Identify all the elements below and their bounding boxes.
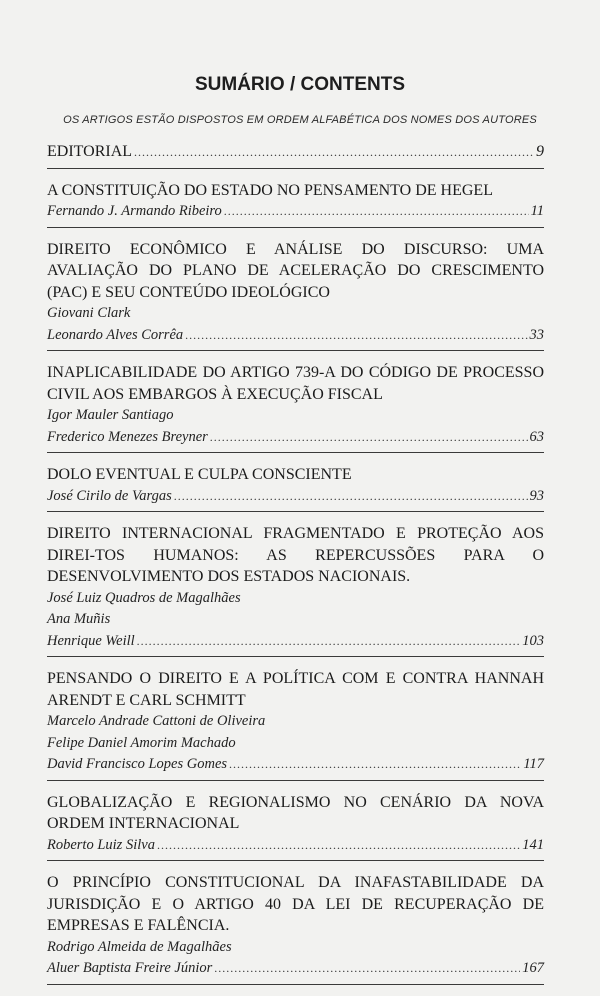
toc-entry[interactable]: [47, 668, 544, 781]
table-of-contents: [47, 141, 544, 996]
toc-author-line: [47, 631, 544, 653]
toc-entries: [47, 180, 544, 985]
toc-entry-title: A CONSTITUIÇÃO DO ESTADO NO PENSAMENTO DE HEGEL: [47, 181, 493, 199]
toc-author: Giovani Clark: [47, 305, 131, 321]
toc-entry[interactable]: [47, 180, 544, 228]
toc-entry-title: GLOBALIZAÇÃO E REGIONALISMO NO CENÁRIO DA NOVA ORDEM INTERNACIONAL: [47, 793, 544, 832]
toc-author: Ana Muñis: [47, 611, 111, 627]
leader-dots: [210, 427, 528, 449]
toc-author: José Luiz Quadros de Magalhães: [47, 589, 241, 606]
leader-dots: [229, 754, 521, 776]
toc-entry-title: EDITORIAL: [47, 143, 133, 160]
toc-author: Leonardo Alves Corrêa: [47, 326, 184, 343]
toc-entry[interactable]: [47, 239, 544, 352]
toc-entry[interactable]: [47, 362, 544, 453]
toc-author: Igor Mauler Santiago: [47, 407, 174, 423]
toc-page-number: 103: [522, 632, 544, 649]
toc-entry[interactable]: [47, 872, 544, 985]
toc-author: David Francisco Lopes Gomes: [47, 756, 228, 772]
toc-author-line: [47, 427, 544, 449]
leader-dots: [224, 201, 529, 223]
leader-dots: [137, 631, 521, 653]
toc-page-number: 117: [523, 756, 544, 772]
toc-page-number: 11: [530, 203, 544, 219]
leader-dots: [185, 325, 527, 347]
toc-author: Marcelo Andrade Cattoni de Oliveira: [47, 713, 266, 729]
toc-entry-editorial[interactable]: [47, 141, 544, 169]
toc-author-line: [47, 835, 544, 857]
toc-entry-title: O PRINCÍPIO CONSTITUCIONAL DA INAFASTABILIDADE DA JURISDIÇÃO E O ARTIGO 40 DA LEI DE RECUPERAÇÃO DE EMPRESAS E FALÊNCIA.: [47, 874, 544, 934]
toc-page-number: 9: [536, 143, 544, 160]
toc-entry-title: DIREITO INTERNACIONAL FRAGMENTADO E PROTEÇÃO AOS DIREI-TOS HUMANOS: AS REPERCUSSÕES PARA O DESENVOLVIMENTO DOS ESTADOS NACIONAIS.: [47, 525, 544, 585]
toc-page-number: 167: [522, 960, 544, 976]
toc-author-line: [47, 958, 544, 980]
toc-author: Rodrigo Almeida de Magalhães: [47, 938, 232, 955]
leader-dots: [134, 142, 534, 164]
toc-author: José Cirilo de Vargas: [47, 487, 172, 504]
toc-entry-title: PENSANDO O DIREITO E A POLÍTICA COM E CONTRA HANNAH ARENDT E CARL SCHMITT: [47, 670, 544, 709]
toc-page-number: 141: [522, 836, 544, 853]
toc-author-line: [47, 486, 544, 508]
leader-dots: [214, 958, 520, 980]
toc-author: Frederico Menezes Breyner: [47, 428, 208, 445]
toc-entry[interactable]: [47, 464, 544, 512]
page-subtitle: OS ARTIGOS ESTÃO DISPOSTOS EM ORDEM ALFABÉTICA DOS NOMES DOS AUTORES: [63, 114, 537, 126]
toc-page-number: 63: [529, 428, 544, 445]
toc-entry-title: DIREITO ECONÔMICO E ANÁLISE DO DISCURSO: UMA AVALIAÇÃO DO PLANO DE ACELERAÇÃO DO CRESCIMENTO (PAC) E SEU CONTEÚDO IDEOLÓGICO: [47, 240, 544, 301]
toc-author: Aluer Baptista Freire Júnior: [47, 960, 213, 976]
toc-author: Felipe Daniel Amorim Machado: [47, 734, 236, 751]
toc-page-number: 93: [529, 487, 544, 504]
toc-author: Henrique Weill: [47, 632, 135, 649]
toc-entry[interactable]: [47, 523, 544, 657]
toc-entry-title: INAPLICABILIDADE DO ARTIGO 739-A DO CÓDIGO DE PROCESSO CIVIL AOS EMBARGOS À EXECUÇÃO FISCAL: [47, 364, 544, 403]
toc-page-number: 33: [529, 326, 544, 343]
toc-author-line: [47, 754, 544, 776]
leader-dots: [174, 486, 528, 508]
toc-author: Fernando J. Armando Ribeiro: [47, 203, 222, 219]
toc-entry[interactable]: [47, 792, 544, 862]
page-title: SUMÁRIO / CONTENTS: [194, 74, 406, 95]
toc-author: Roberto Luiz Silva: [47, 836, 155, 853]
toc-entry-title: DOLO EVENTUAL E CULPA CONSCIENTE: [47, 466, 352, 483]
toc-author-line: [47, 201, 544, 223]
leader-dots: [157, 835, 520, 857]
toc-author-line: [47, 325, 544, 347]
